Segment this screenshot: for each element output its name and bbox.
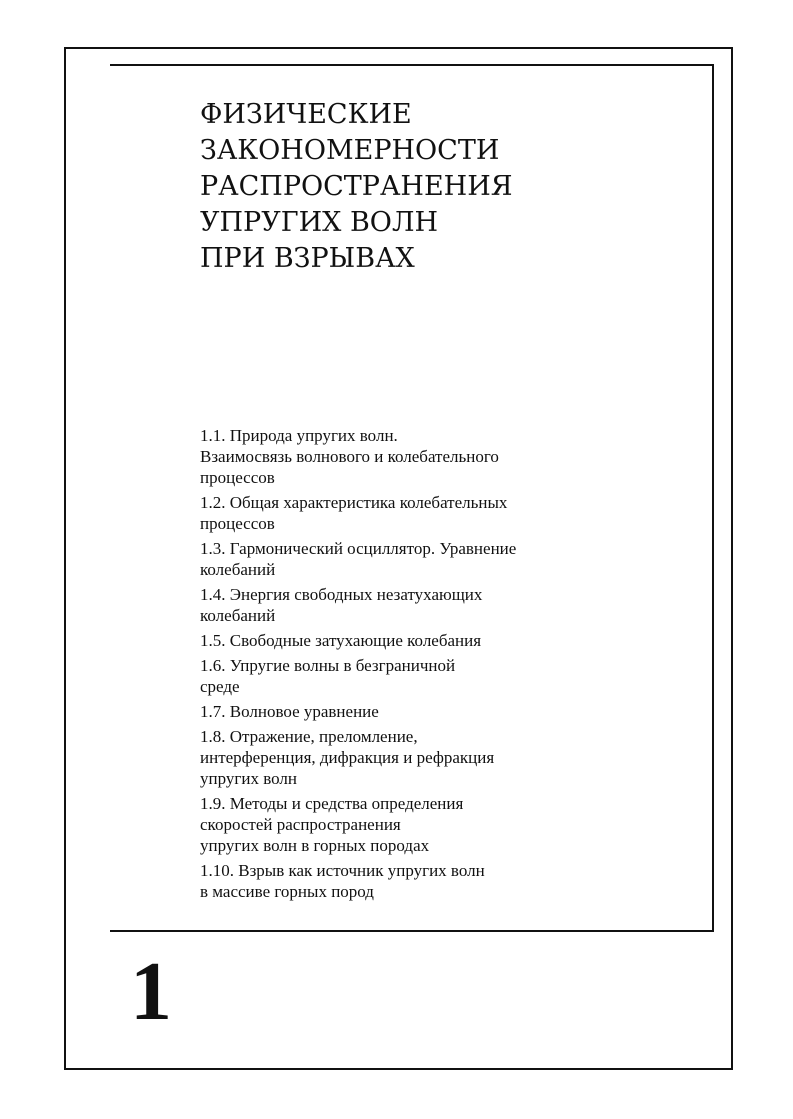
toc-entry-line: колебаний: [200, 606, 276, 625]
toc-entry: [200, 726, 620, 789]
toc-entry-line: интерференция, дифракция и рефракция: [200, 748, 495, 767]
toc-entry-line: 1.2. Общая характеристика колебательных: [200, 493, 508, 512]
toc-entry: [200, 793, 620, 856]
toc-entry-line: 1.9. Методы и средства определения: [200, 794, 464, 813]
toc-entry: [200, 630, 620, 651]
toc-entry: [200, 538, 620, 580]
chapter-title-line: ПРИ ВЗРЫВАХ: [200, 243, 415, 274]
toc-entry-line: колебаний: [200, 560, 276, 579]
toc-entry: [200, 492, 620, 534]
toc-entry-line: скоростей распространения: [200, 815, 401, 834]
toc-entry-line: Взаимосвязь волнового и колебательного: [200, 447, 499, 466]
toc-entry: [200, 425, 620, 488]
toc-entry-line: 1.5. Свободные затухающие колебания: [200, 631, 482, 650]
toc-entry-line: среде: [200, 677, 240, 696]
chapter-contents: [200, 425, 620, 906]
toc-entry: [200, 860, 620, 902]
toc-entry-line: упругих волн в горных породах: [200, 836, 430, 855]
toc-entry-line: упругих волн: [200, 769, 297, 788]
toc-entry-line: 1.7. Волновое уравнение: [200, 702, 379, 721]
toc-entry-line: 1.4. Энергия свободных незатухающих: [200, 585, 483, 604]
chapter-title-line: ФИЗИЧЕСКИЕ: [200, 99, 412, 130]
toc-entry: [200, 701, 620, 722]
toc-entry-line: 1.3. Гармонический осциллятор. Уравнение: [200, 539, 517, 558]
chapter-number: 1: [130, 945, 172, 1038]
toc-entry-line: 1.6. Упругие волны в безграничной: [200, 656, 456, 675]
chapter-title: [200, 97, 620, 277]
toc-entry-line: 1.8. Отражение, преломление,: [200, 727, 418, 746]
toc-entry-line: процессов: [200, 514, 275, 533]
toc-entry-line: 1.1. Природа упругих волн.: [200, 426, 398, 445]
toc-entry: [200, 655, 620, 697]
toc-entry-line: 1.10. Взрыв как источник упругих волн: [200, 861, 485, 880]
chapter-title-line: РАСПРОСТРАНЕНИЯ: [200, 171, 513, 202]
toc-entry-line: процессов: [200, 468, 275, 487]
toc-entry-line: в массиве горных пород: [200, 882, 374, 901]
chapter-title-line: УПРУГИХ ВОЛН: [200, 207, 439, 238]
toc-entry: [200, 584, 620, 626]
chapter-title-line: ЗАКОНОМЕРНОСТИ: [200, 135, 500, 166]
